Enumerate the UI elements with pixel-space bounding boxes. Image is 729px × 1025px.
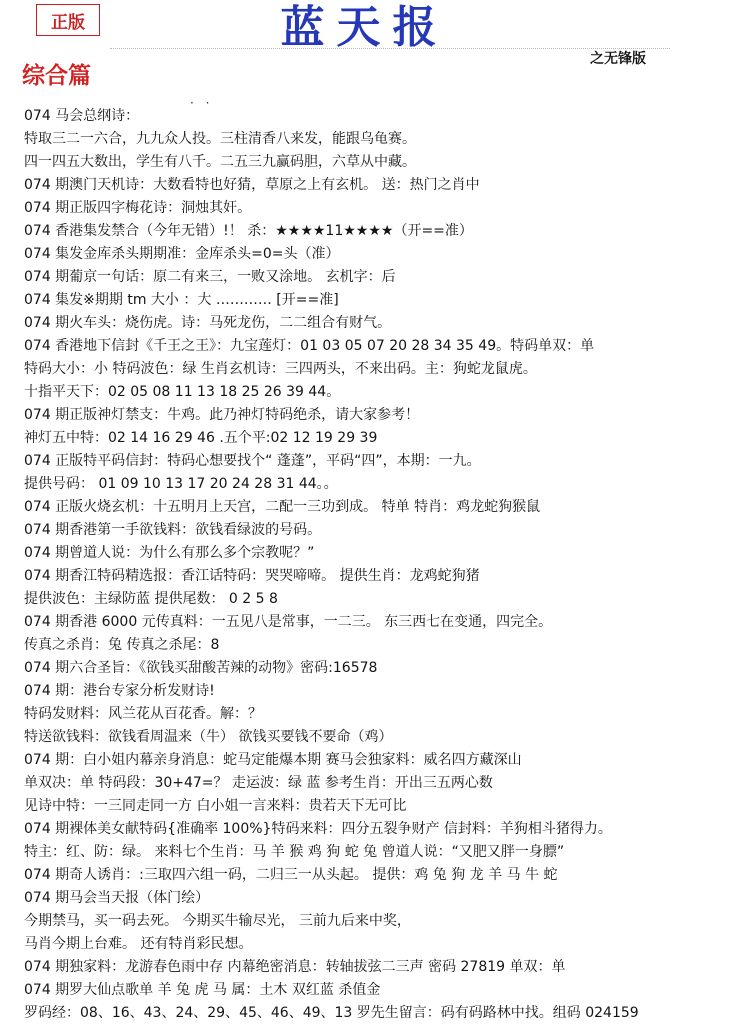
- content-line: 074 期香港第一手欲钱料：欲钱看绿波的号码。: [24, 522, 322, 538]
- content-line: 074 期澳门天机诗：大数看特也好猜，草原之上有玄机。 送：热门之肖中: [24, 177, 480, 193]
- content-line: 074 期马会当天报（体门绘）: [24, 890, 210, 906]
- content-line: 特送欲钱料：欲钱看周温来（牛） 欲钱买要钱不要命（鸡）: [24, 729, 393, 745]
- content-line: 074 期曾道人说：为什么有那么多个宗教呢？”: [24, 545, 315, 561]
- content-line: 特码大小：小 特码波色：绿 生肖玄机诗：三四两头，不来出码。主：狗蛇龙鼠虎。: [24, 361, 537, 377]
- content-line: 十指平天下：02 05 08 11 13 18 25 26 39 44。: [24, 384, 341, 400]
- newspaper-title: 蓝天报: [280, 2, 449, 53]
- content-line: 四一四五大数出，学生有八千。二五三九赢码胆，六草从中藏。: [24, 154, 416, 170]
- content-line: 特码发财料：风兰花从百花香。解：？: [24, 706, 262, 722]
- content-line: 见诗中特：一三同走同一方 白小姐一言来料：贵若天下无可比: [24, 798, 407, 814]
- content-line: 单双决：单 特码段：30+47=？ 走运波：绿 蓝 参考生肖：开出三五两心数: [24, 775, 493, 791]
- content-line: 074 马会总纲诗：: [24, 108, 140, 124]
- content-line: 074 集发※期期 tm 大小 ：大 ………… [开==准]: [24, 292, 339, 308]
- content-line: 074 期奇人诱肖：:三取四六组一码，二归三一从头起。 提供：鸡 兔 狗 龙 羊 马 牛 蛇: [24, 867, 558, 883]
- content-line: 074 期正版四字梅花诗：洞烛其奸。: [24, 200, 252, 216]
- content-line: 074 期正版神灯禁支：牛鸡。此乃神灯特码绝杀，请大家参考！: [24, 407, 420, 423]
- content-line: 074 期香港 6000 元传真料：一五见八是常事，一二三。 东三西七在变通，四完全。: [24, 614, 553, 630]
- content-line: 074 期火车头：烧伤虎。诗：马死龙伤，二二组合有财气。: [24, 315, 392, 331]
- content-line: 提供号码： 01 09 10 13 17 20 24 28 31 44。。: [24, 476, 338, 492]
- content-line: 神灯五中特：02 14 16 29 46 .五个平:02 12 19 29 39: [24, 430, 378, 446]
- content-line: 074 期罗大仙点歌单 羊 兔 虎 马 属：土木 双红蓝 杀值金: [24, 982, 381, 998]
- title-divider: [110, 48, 670, 49]
- content-line: 074 期独家料：龙游春色雨中存 内幕绝密消息：转轴拔弦二三声 密码 27819 单双：单: [24, 959, 566, 975]
- section-title: 综合篇: [22, 62, 91, 89]
- content-line: 提供波色：主绿防蓝 提供尾数： 0 2 5 8: [24, 591, 278, 607]
- edition-label: 之无锋版: [590, 51, 646, 67]
- content-line: 074 期六合圣旨：《欲钱买甜酸苦辣的动物》密码:16578: [24, 660, 378, 676]
- content-line: 074 正版特平码信封：特码心想要找个“ 蓬蓬”，平码“四”，本期：一九。: [24, 453, 481, 469]
- content-line: 074 期裸体美女献特码{准确率 100%}特码来料：四分五裂争财产 信封料：羊狗相斗猪得力。: [24, 821, 612, 837]
- content-line: 马肖今期上台难。 还有特肖彩民想。: [24, 936, 253, 952]
- content-line: 074 集发金库杀头期期准：金库杀头=0=头（准）: [24, 246, 340, 262]
- content-line: 074 正版火烧玄机：十五明月上天宫，二配一三功到成。 特单 特肖：鸡龙蛇狗猴鼠: [24, 499, 541, 515]
- content-line: 特主：红、防：绿。 来料七个生肖：马 羊 猴 鸡 狗 蛇 兔 曾道人说：“又肥又胖一身膘”: [24, 844, 565, 860]
- content-lines: [24, 105, 714, 1025]
- content-line: 今期禁马，买一码去死。 今期买牛输尽光， 三前九后来中奖，: [24, 913, 411, 929]
- content-line: 074 期：港台专家分析发财诗!: [24, 683, 215, 699]
- content-line: 074 期葡京一句话：原二有来三，一败又涂地。 玄机字：后: [24, 269, 396, 285]
- official-edition-badge: 正版: [36, 4, 100, 36]
- content-line: 074 香港集发禁合（今年无错）!！ 杀：★★★★11★★★★（开==准）: [24, 223, 473, 239]
- content-line: 特取三二一六合，九九众人投。三柱清香八来发，能跟乌龟赛。: [24, 131, 416, 147]
- stray-marks: · ·: [190, 96, 214, 110]
- content-line: 074 期：白小姐内幕亲身消息：蛇马定能爆本期 赛马会独家料：威名四方藏深山: [24, 752, 522, 768]
- content-line: 074 期香江特码精选报：香江话特码：哭哭啼啼。 提供生肖：龙鸡蛇狗猪: [24, 568, 480, 584]
- content-line: 罗码经：08、16、43、24、29、45、46、49、13 罗先生留言：码有码路林中找。组码 024159: [24, 1005, 639, 1021]
- content-line: 传真之杀肖：兔 传真之杀尾：8: [24, 637, 220, 653]
- content-line: 074 香港地下信封《千王之王》：九宝莲灯：01 03 05 07 20 28 34 35 49。特码单双：单: [24, 338, 595, 354]
